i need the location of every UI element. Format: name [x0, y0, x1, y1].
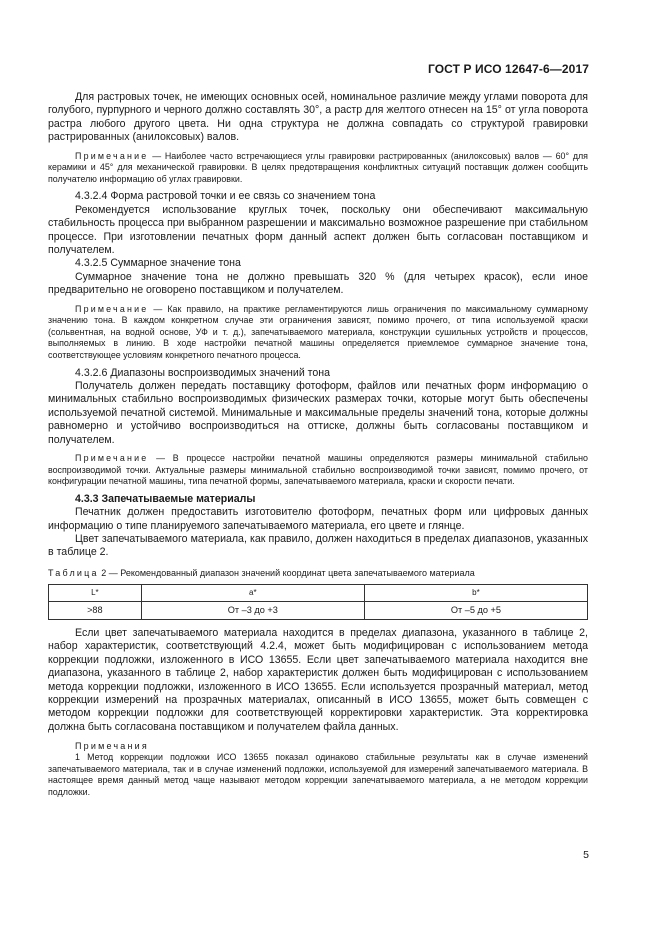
table-header-cell: a* — [141, 584, 364, 601]
notes-label: Примечания — [75, 741, 149, 752]
table-header-cell: b* — [364, 584, 587, 601]
table-label: Таблица — [48, 567, 99, 578]
substrate-color-table — [48, 584, 588, 620]
document-content — [48, 91, 588, 799]
paragraph-tone-ranges: Получатель должен передать поставщику фотоформ, файлов или печатных форм информацию о минимальных стабильно воспроизводимых физических размерах точки, которые могут быть обеспечены используемой печатной системой. Минимальные и максимальные пределы значений тона, которые должны равномерно и устойчиво воспроизводиться на оттиске, должны быть согласованы поставщиком и получателем. — [48, 380, 588, 446]
note-text: — В процессе настройки печатной машины определяются размеры минимальной стабильно воспроизводимой точки. Актуальные размеры минимальной стабильно воспроизводимой точки зависят, помимо прочего, от конфигурации печатной машины, типа печатной формы, запечатываемого материала, краски и скорости печати. — [48, 453, 588, 487]
table-cell: От –5 до +5 — [364, 601, 587, 619]
page-number: 5 — [583, 849, 589, 861]
heading-433: 4.3.3 Запечатываемые материалы — [75, 492, 256, 505]
note-text: — Наиболее часто встречающиеся углы гравировки растрированных (анилоксовых) валов — 60° для керамики и 45° для механической гравировки. В целях предотвращения конфликтных ситуаций поставщик должен сообщить получателю информацию об углах гравировки. — [48, 150, 588, 184]
table-cell: >88 — [49, 601, 142, 619]
table-caption — [48, 567, 588, 579]
note-total-tone — [48, 304, 588, 362]
paragraph-total-tone: Суммарное значение тона не должно превышать 320 % (для четырех красок), если иное предварительно не оговорено поставщиком и получателем. — [48, 270, 588, 297]
document-header: ГОСТ Р ИСО 12647-6—2017 — [427, 62, 589, 76]
paragraph-correction-method: Если цвет запечатываемого материала находится в пределах диапазона, указанного в таблице 2, набор характеристик, соответствующий 4.2.4, может быть модифицирован с использованием метода коррекции подложки, изложенного в ИСО 13655. Если цвет запечатываемого материала находится вне диапазона, указанного в таблице 2, набор характеристик должен быть модифицирован с использованием метода коррекции подложки, изложенного в ИСО 13655. Если используется прозрачный материал, метод коррекции измерений на прозрачных материалах, описанный в ИСО 13655, может быть совмещен с методом коррекции подложки для соответствующей корректировки характеристик. Эта корректировка должна быть согласована поставщиком и получателем файла данных. — [48, 626, 588, 733]
note-min-dot — [48, 453, 588, 488]
note-label: Примечание — [75, 453, 149, 464]
note-label: Примечание — [75, 150, 149, 161]
heading-4324: 4.3.2.4 Форма растровой точки и ее связь со значением тона — [75, 190, 376, 203]
note-label: Примечание — [75, 303, 149, 314]
note-engraving-angles — [48, 151, 588, 186]
paragraph-substrate-color: Цвет запечатываемого материала, как правило, должен находиться в пределах диапазонов, указанных в таблице 2. — [48, 533, 588, 559]
table-header-cell: L* — [49, 584, 142, 601]
table-header-row — [49, 584, 588, 601]
table-cell: От –3 до +3 — [141, 601, 364, 619]
notes-title — [48, 740, 588, 752]
paragraph-screen-angles: Для растровых точек, не имеющих основных осей, номинальное различие между углами поворота для голубого, пурпурного и черного должно составлять 30°, а растр для желтого отнесен на 15° от угла поворота растра любого другого цвета. Ни одна структура не должна совпадать со структурой гравировки растрированных (анилоксовых) валов. — [48, 91, 588, 144]
paragraph-printer-info: Печатник должен предоставить изготовителю фотоформ, печатных форм или цифровых данных информацию о типе планируемого запечатываемого материала, его цвете и глянце. — [48, 506, 588, 532]
paragraph-round-dots: Рекомендуется использование круглых точек, поскольку они обеспечивают максимальную стабильность процесса при выбранном разрешении и максимально возможное разрешение при стабильном процессе. При изготовлении печатных форм данный аспект должен быть согласован поставщиком и получателем. — [48, 203, 588, 257]
note-substrate-correction: 1 Метод коррекции подложки ИСО 13655 показал одинаково стабильные результаты как в случае изменений запечатываемого материала, так и в случае изменений подложки, используемой для измерений запечатываемого материала. В настоящее время данный метод чаще называют методом коррекции запечатываемого материала, а не методом коррекции подложки. — [48, 752, 588, 797]
table-row — [49, 601, 588, 619]
note-text: — Как правило, на практике регламентируются лишь ограничения по максимальному суммарному значению тона. В каждом конкретном случае эти ограничения зависят, помимо прочего, от типа используемой краски (сольвентная, на водной основе, УФ и т. д.), запечатываемого материала, конструкции сушильных устройств и процессов, выполняемых в линию. В ходе настройки печатной машины определяется приемлемое суммарное значение тона, соответствующее условиям конкретного печатного процесса. — [48, 303, 588, 361]
heading-4325: 4.3.2.5 Суммарное значение тона — [75, 257, 241, 270]
table-caption-text: 2 — Рекомендованный диапазон значений координат цвета запечатываемого материала — [98, 567, 475, 578]
heading-4326: 4.3.2.6 Диапазоны воспроизводимых значений тона — [75, 366, 331, 379]
